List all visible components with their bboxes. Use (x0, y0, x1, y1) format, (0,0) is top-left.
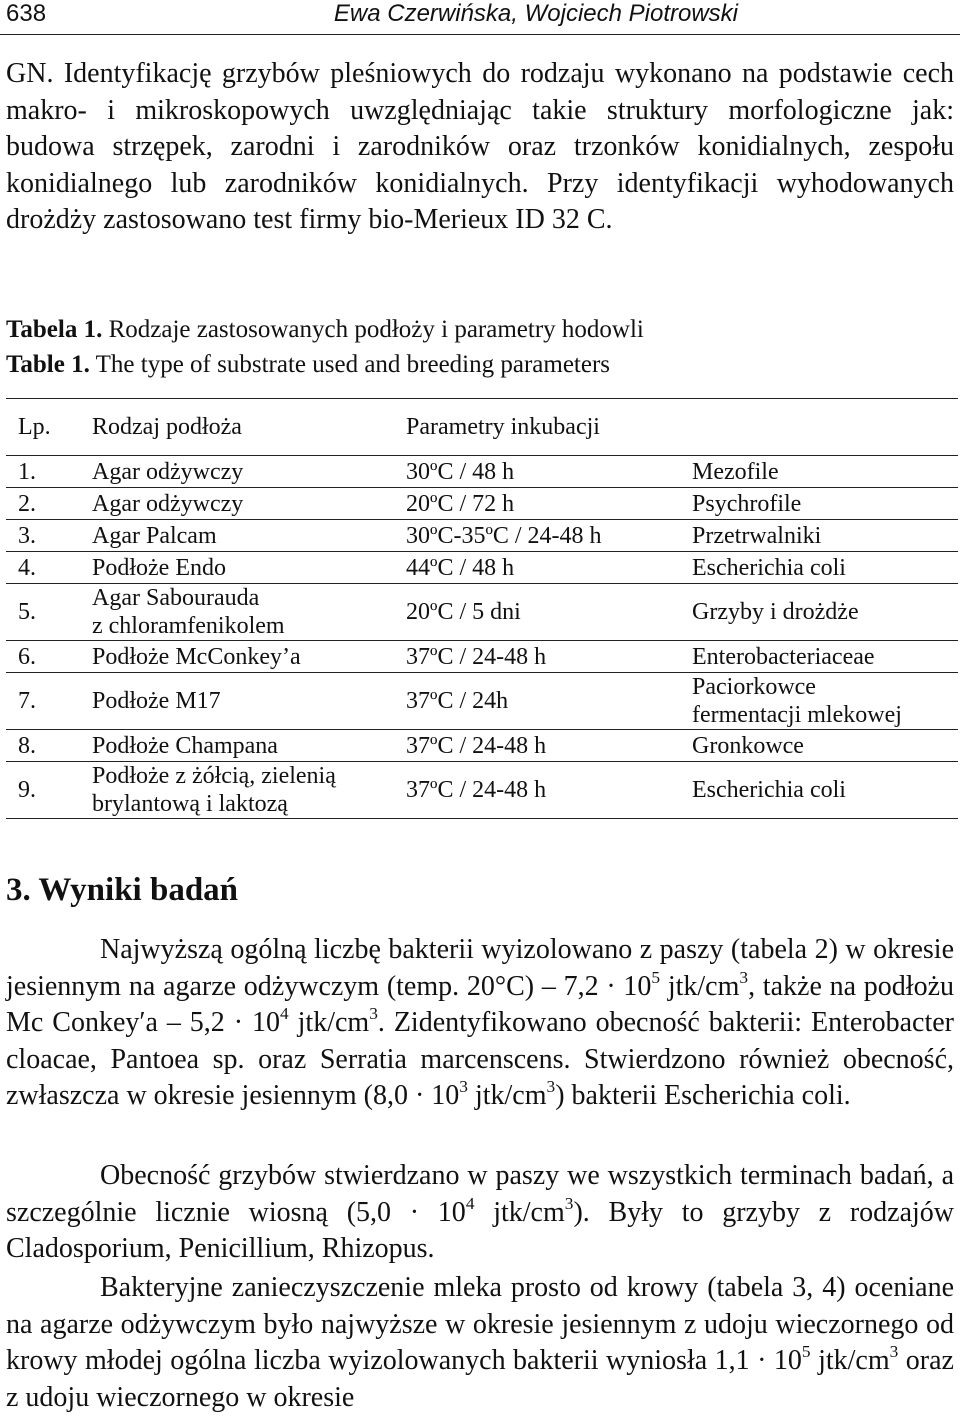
header-medium: Rodzaj podłoża (80, 399, 394, 456)
cell-params: 20ºC / 72 h (394, 488, 680, 520)
cell-target-line: Escherichia coli (692, 777, 846, 803)
table-row (6, 552, 958, 584)
cell-medium (80, 520, 394, 552)
cell-target-line: Psychrofile (692, 490, 802, 517)
cell-target-line: Mezofile (692, 458, 779, 485)
results-paragraph-1: Najwyższą ogólną liczbę bakterii wyizolowano z paszy (tabela 2) w okresie jesiennym na agarze odżywczym (temp. $20^\circ C) - 7,2 \cdot 10^5$ jtk/$cm^3$, także na podłożu Mc Conkey′a – $5,2 \cdot 10^4$ jtk/$cm^3$. Zidentyfikowano obecność bakterii: Enterobacter cloacae, Pantoea sp. oraz Serratia marcenscens. Stwierdzono również obecność, zwłaszcza w okresie jesiennym ($8,0 \cdot 10^3$ jtk/$cm^3$) bakterii Escherichia coli. (6, 934, 954, 1112)
cell-lp: 1. (6, 456, 80, 488)
table-label-en: Table 1. (6, 351, 90, 378)
cell-medium (80, 456, 394, 488)
table-caption-en (6, 347, 610, 383)
cell-lp: 9. (6, 762, 80, 819)
table-title-pl: Rodzaje zastosowanych podłoży i parametry hodowli (108, 316, 644, 343)
cell-params: 20ºC / 5 dni (394, 584, 680, 641)
table-row (6, 673, 958, 730)
cell-medium-line: Podłoże Endo (92, 554, 226, 581)
cell-medium-line: Podłoże z żółcią, zielenią (92, 763, 336, 789)
cell-medium-line: Podłoże McConkey’a (92, 643, 301, 670)
cell-medium-line: Agar odżywczy (92, 490, 244, 517)
table-caption-pl (6, 312, 644, 348)
table-row (6, 730, 958, 762)
cell-lp: 2. (6, 488, 80, 520)
table-body (6, 456, 958, 819)
cell-medium-line: Agar odżywczy (92, 458, 244, 485)
cell-params: 44ºC / 48 h (394, 552, 680, 584)
cell-medium (80, 552, 394, 584)
cell-medium-line: Agar Sabourauda (92, 585, 260, 611)
cell-medium (80, 673, 394, 730)
table-row (6, 488, 958, 520)
table-header-row (6, 399, 958, 456)
cell-target (680, 673, 958, 730)
cell-medium-line: z chloramfenikolem (92, 613, 285, 639)
cell-params: 37ºC / 24-48 h (394, 762, 680, 819)
table-label-pl: Tabela 1. (6, 316, 103, 343)
cell-params: 30ºC-35ºC / 24-48 h (394, 520, 680, 552)
intro-paragraph: GN. Identyfikację grzybów pleśniowych do rodzaju wykonano na podstawie cech makro- i mikroskopowych uwzględniając takie struktury morfologiczne jak: budowa strzępek, zarodni i zarodników oraz trzonków konidialnych, zespołu konidialnego lub zarodników konidialnych. Przy identyfikacji wyhodowanych drożdży zastosowano test firmy bio-Merieux ID 32 C. (6, 58, 954, 236)
cell-target-line: Escherichia coli (692, 554, 846, 581)
running-header (0, 0, 960, 35)
table-row (6, 584, 958, 641)
cell-target-line: Grzyby i drożdże (692, 599, 859, 625)
cell-target (680, 730, 958, 762)
cell-target-line: Paciorkowce (692, 674, 816, 700)
cell-target (680, 762, 958, 819)
cell-target-line: Przetrwalniki (692, 522, 822, 549)
header-target (680, 399, 958, 456)
media-table (6, 398, 958, 819)
cell-target (680, 488, 958, 520)
results-paragraph-2: Obecność grzybów stwierdzano w paszy we wszystkich terminach badań, a szczególnie licznie wiosną ($5,0 \cdot 10^4$ jtk/$cm^3$). Były to grzyby z rodzajów Cladosporium, Penicillium, Rhizopus. (6, 1160, 955, 1265)
table-row (6, 520, 958, 552)
table-row (6, 641, 958, 673)
section-title: 3. Wyniki badań (6, 872, 239, 908)
cell-medium-line: Podłoże M17 (92, 688, 221, 714)
cell-lp: 5. (6, 584, 80, 641)
cell-medium (80, 584, 394, 641)
cell-medium (80, 762, 394, 819)
cell-medium (80, 641, 394, 673)
cell-lp: 6. (6, 641, 80, 673)
cell-params: 37ºC / 24h (394, 673, 680, 730)
cell-medium-line: brylantową i laktozą (92, 791, 288, 817)
cell-medium-line: Agar Palcam (92, 522, 217, 549)
cell-medium-line: Podłoże Champana (92, 732, 278, 759)
cell-params: 30ºC / 48 h (394, 456, 680, 488)
table-title-en: The type of substrate used and breeding parameters (95, 351, 611, 378)
cell-medium (80, 730, 394, 762)
cell-params: 37ºC / 24-48 h (394, 641, 680, 673)
cell-target-line: Gronkowce (692, 732, 804, 759)
cell-target-line: Enterobacteriaceae (692, 643, 875, 670)
running-header-authors: Ewa Czerwińska, Wojciech Piotrowski (333, 0, 738, 27)
cell-medium (80, 488, 394, 520)
cell-lp: 8. (6, 730, 80, 762)
page-number: 638 (6, 0, 47, 27)
results-paragraph-3: Bakteryjne zanieczyszczenie mleka prosto od krowy (tabela 3, 4) oceniane na agarze odżywczym było najwyższe w okresie jesiennym z udoju wieczornego od krowy młodej ogólna liczba wyizolowanych bakterii wyniosła $1,1 \cdot 10^5$ jtk/$cm^3$ oraz z udoju wieczornego w okresie (6, 1272, 954, 1413)
table-row (6, 762, 958, 819)
header-params: Parametry inkubacji (394, 399, 680, 456)
cell-lp: 4. (6, 552, 80, 584)
cell-target (680, 584, 958, 641)
cell-lp: 7. (6, 673, 80, 730)
cell-lp: 3. (6, 520, 80, 552)
cell-target (680, 641, 958, 673)
cell-target (680, 456, 958, 488)
cell-target-line: fermentacji mlekowej (692, 702, 902, 728)
header-lp: Lp. (6, 399, 80, 456)
cell-params: 37ºC / 24-48 h (394, 730, 680, 762)
table-row (6, 456, 958, 488)
cell-target (680, 520, 958, 552)
cell-target (680, 552, 958, 584)
